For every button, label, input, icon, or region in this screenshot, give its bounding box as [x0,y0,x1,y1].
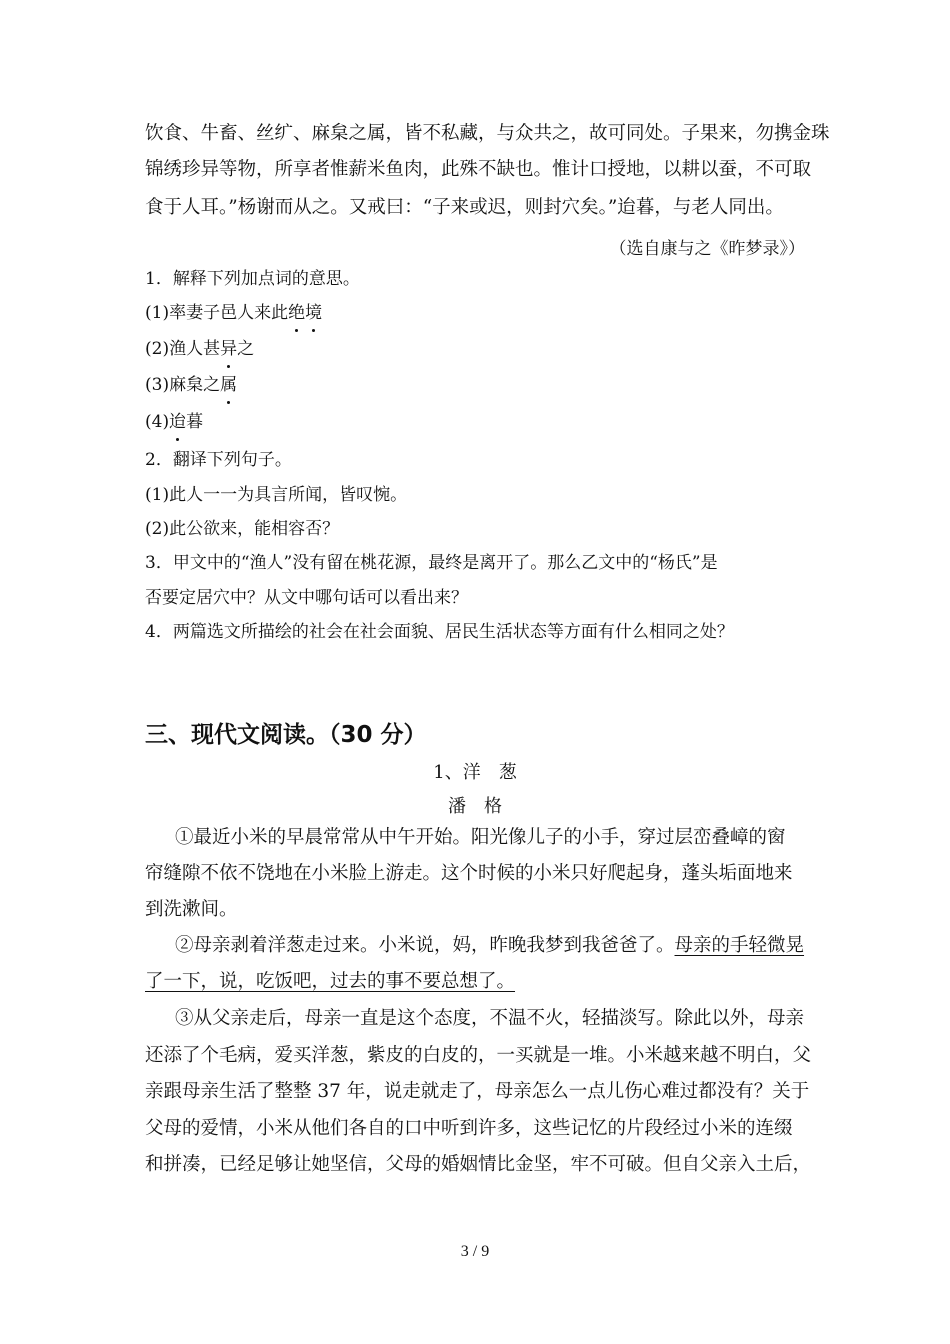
article-title: 1、洋 葱 [433,762,517,783]
question-1-title: 1．解释下列加点词的意思。 [145,269,360,289]
question-1-item-1: (1)率妻子邑人来此绝境 [145,303,323,323]
dotted-word: 属 [220,375,238,395]
paragraph-1-line-2: 帘缝隙不依不饶地在小米脸上游走。这个时候的小米只好爬起身，蓬头垢面地来 [145,863,793,884]
underlined-sentence: 了一下，说，吃饭吧，过去的事不要总想了。 [145,971,516,992]
dotted-word: 迨 [169,412,187,432]
paragraph-3-line-1: ③从父亲走后，母亲一直是这个态度，不温不火，轻描淡写。除此以外，母亲 [175,1008,805,1029]
passage-source: （选自康与之《昨梦录》） [609,239,805,259]
question-4: 4．两篇选文所描绘的社会在社会面貌、居民生活状态等方面有什么相同之处？ [145,622,734,642]
passage-line-1: 饮食、牛畜、丝纩、麻枲之属，皆不私藏，与众共之，故可同处。子果来，勿携金珠 [145,123,830,144]
paragraph-1-line-1: ①最近小米的早晨常常从中午开始。阳光像儿子的小手，穿过层峦叠嶂的窗 [175,827,786,848]
question-1-item-2: (2)渔人甚异之 [145,339,255,359]
paragraph-2-line-1: ②母亲剥着洋葱走过来。小米说，妈，昨晚我梦到我爸爸了。母亲的手轻微晃 [175,935,805,956]
paragraph-3-line-2: 还添了个毛病，爱买洋葱，紫皮的白皮的，一买就是一堆。小米越来越不明白，父 [145,1045,812,1066]
question-2-item-2: (2)此公欲来，能相容否？ [145,519,340,539]
question-1-item-3: (3)麻枲之属 [145,375,238,395]
question-2-item-1: (1)此人一一为具言所闻，皆叹惋。 [145,485,408,505]
dotted-word: 境 [305,303,323,323]
question-3-line-1: 3．甲文中的“渔人”没有留在桃花源，最终是离开了。那么乙文中的“杨氏”是 [145,553,718,573]
question-1-item-4: (4)迨暮 [145,412,204,432]
passage-line-3: 食于人耳。”杨谢而从之。又戒曰：“子来或迟，则封穴矣。”迨暮，与老人同出。 [145,197,784,218]
question-3-line-2: 否要定居穴中？从文中哪句话可以看出来？ [145,588,468,608]
page-number: 3 / 9 [460,1243,490,1260]
section-heading: 三、现代文阅读。（30 分） [145,722,427,748]
paragraph-1-line-3: 到洗漱间。 [145,899,238,920]
underlined-sentence: 母亲的手轻微晃 [674,935,805,956]
question-2-title: 2．翻译下列句子。 [145,450,292,470]
paragraph-3-line-3: 亲跟母亲生活了整整 37 年，说走就走了，母亲怎么一点儿伤心难过都没有？关于 [145,1081,810,1102]
article-author: 潘 格 [448,796,502,817]
paragraph-3-line-5: 和拼凑，已经足够让她坚信，父母的婚姻情比金坚，牢不可破。但自父亲入土后， [145,1154,812,1175]
paragraph-2-line-2 [145,970,515,994]
paragraph-3-line-4: 父母的爱情，小米从他们各自的口中听到许多，这些记忆的片段经过小米的连缀 [145,1118,793,1139]
dotted-word: 异 [220,339,238,359]
dotted-word: 绝 [288,303,306,323]
passage-line-2: 锦绣珍异等物，所享者惟薪米鱼肉，此殊不缺也。惟计口授地，以耕以蚕，不可取 [145,159,812,180]
